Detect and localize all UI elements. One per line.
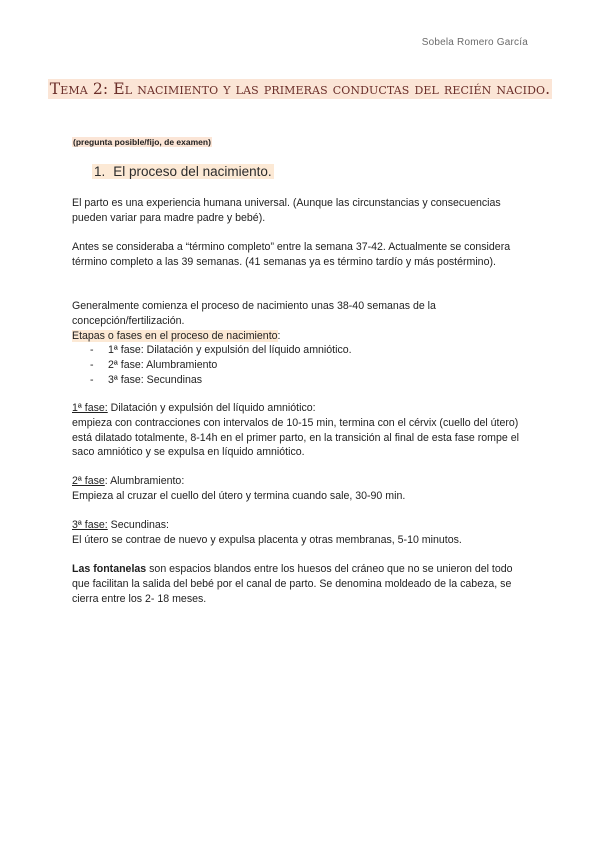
stages-heading-colon: : (277, 329, 281, 342)
section-label: El proceso del nacimiento. (113, 164, 272, 179)
list-item-text: 1ª fase: Dilatación y expulsión del líquido amniótico. (108, 344, 352, 357)
exam-note: (pregunta posible/fijo, de examen) (73, 137, 211, 147)
phase3-label: 3ª fase: (72, 519, 108, 531)
phase1-label: 1ª fase: (72, 402, 108, 414)
phase3-heading (72, 518, 532, 533)
phase2-label: 2ª fase (72, 475, 105, 487)
list-item (72, 373, 532, 388)
phase2-heading (72, 474, 532, 489)
fontanelas-term: Las fontanelas (72, 563, 147, 575)
phase1-heading (72, 401, 532, 416)
paragraph-termino: Antes se consideraba a “término completo” entre la semana 37-42. Actualmente se considera término completo a las 39 semanas. (41 semanas ya es término tardío y más postérmino). (72, 241, 511, 268)
phase2-text: Empieza al cruzar el cuello del útero y termina cuando sale, 30-90 min. (72, 489, 406, 502)
section-heading (92, 164, 274, 179)
list-item-text: 2ª fase: Alumbramiento (108, 359, 218, 372)
phase3-block (72, 518, 532, 548)
paragraph-comienzo: Generalmente comienza el proceso de nacimiento unas 38-40 semanas de la concepción/fertilización. (72, 300, 436, 327)
stages-heading-line (72, 329, 532, 344)
phase1-text: empieza con contracciones con intervalos de 10-15 min, termina con el cérvix (cuello del útero) está dilatado totalmente, 8-14h en el primer parto, en la transición al final de esta fase rompe el saco amniótico y se expulsa en líquido amniótico. (72, 416, 519, 459)
phase2-block (72, 474, 532, 504)
author-name: Sobela Romero García (421, 37, 528, 48)
list-item (72, 343, 532, 358)
list-item-text: 3ª fase: Secundinas (108, 373, 203, 386)
title-container (0, 79, 600, 99)
stages-block (72, 299, 532, 388)
list-bullet: - (90, 344, 94, 357)
phase3-text: El útero se contrae de nuevo y expulsa placenta y otras membranas, 5-10 minutos. (72, 533, 462, 546)
phase2-title: : Alumbramiento: (104, 475, 185, 487)
list-bullet: - (90, 373, 94, 386)
paragraph-parto: El parto es una experiencia humana universal. (Aunque las circunstancias y consecuencias pueden variar para madre padre y bebé). (72, 197, 501, 224)
list-item (72, 358, 532, 373)
fontanelas-text: son espacios blandos entre los huesos del cráneo que no se unieron del todo que facilitan la salida del bebé por el canal de parto. Se denomina moldeado de la cabeza, se cierra entre los 2- 18 meses. (72, 563, 513, 605)
stages-heading: Etapas o fases en el proceso de nacimiento (72, 329, 278, 342)
section-number: 1. (94, 164, 106, 179)
phase3-title: Secundinas: (107, 519, 169, 531)
phase1-block (72, 401, 532, 460)
list-bullet: - (90, 359, 94, 372)
phase1-title: Dilatación y expulsión del líquido amniótico: (107, 402, 316, 414)
page-title: Tema 2: El nacimiento y las primeras conductas del recién nacido. (49, 80, 551, 98)
fontanelas-paragraph (72, 562, 532, 606)
